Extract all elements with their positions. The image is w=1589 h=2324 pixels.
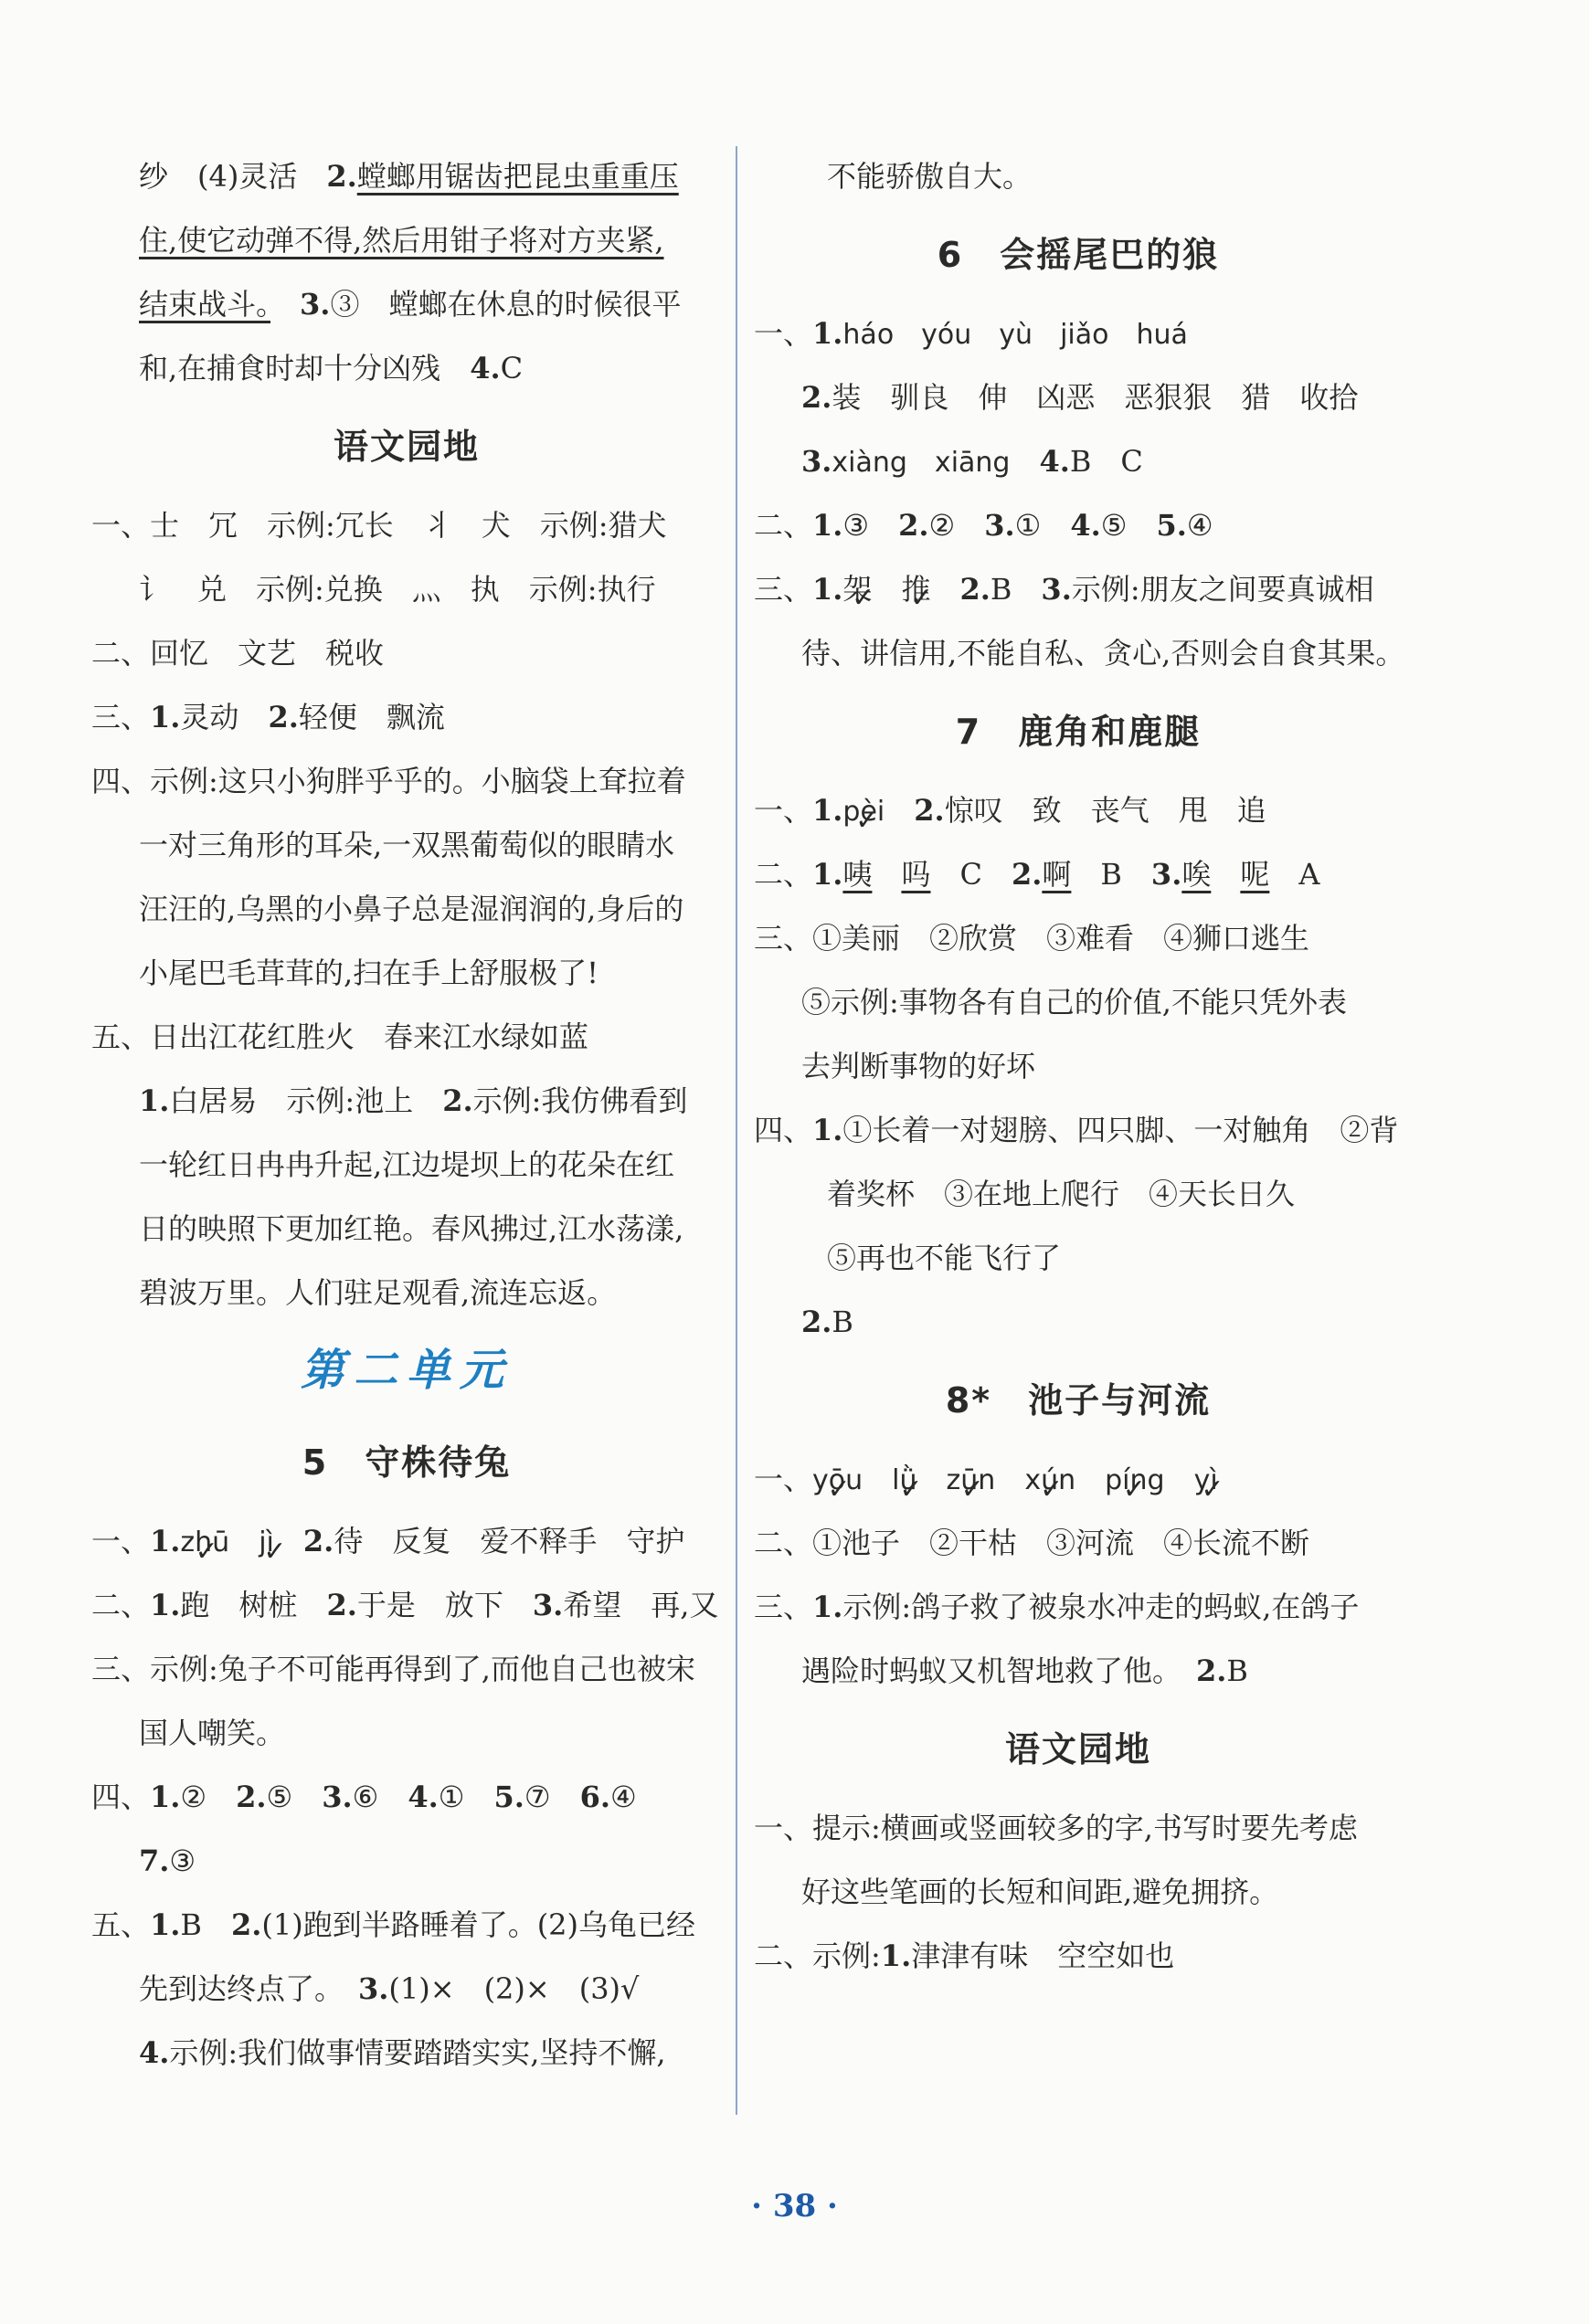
answer-text: 3. [801,444,832,479]
answer-text: 四、 [754,1113,813,1147]
answer-line [91,1509,722,1573]
answer-text: 轻便 飘流 [298,700,445,734]
answer-line [91,1005,722,1069]
answer-text: 国人嘲笑。 [139,1716,286,1750]
answer-text: 3. [358,1971,389,2006]
answer-text: xiàng xiāng [832,447,1011,479]
answer-text: 3. [1041,572,1072,607]
checked-answer: lǜ ✓ [892,1449,916,1513]
answer-line [754,842,1403,906]
answer-text: 装 驯良 伸 凶恶 恶狠狠 猎 收拾 [832,380,1359,415]
answer-text: 1. [812,1590,843,1624]
answer-text: 2. [1196,1653,1227,1688]
answer-line [754,621,1403,685]
answer-text: ⑤示例:事物各有自己的价值,不能只凭外表 [801,985,1347,1019]
answer-text: ④ [609,1780,637,1814]
answer-text: 汪汪的,乌黑的小鼻子总是湿润润的,身后的 [139,892,684,926]
answer-text: 小尾巴毛茸茸的,扫在手上舒服极了! [139,956,599,990]
answer-line [754,1511,1403,1575]
answer-line [91,1829,722,1893]
answer-text: 二、①池子 ②干枯 ③河流 ④长流不断 [754,1526,1310,1560]
answer-text: 一、士 冗 示例:冗长 丬 犬 示例:猎犬 [91,508,667,543]
answer-text: C [500,351,524,386]
answer-line [754,1447,1403,1511]
answer-text: 示例:鸽子救了被泉水冲走的蚂蚁,在鸽子 [842,1590,1360,1624]
answer-text: 三、 [91,700,151,734]
answer-text: 三、①美丽 ②欣赏 ③难看 ④狮口逃生 [754,921,1310,956]
answer-text: 待 反复 爱不释手 守护 [334,1524,685,1558]
answer-text: 日的映照下更加红艳。春风拂过,江水荡漾, [139,1211,684,1246]
answer-text: 先到达终点了。 [139,1971,359,2006]
answer-line [91,272,722,336]
answer-text: 吗 [901,857,931,892]
section-title: 8* 池子与河流 [945,1380,1212,1421]
answer-text: B [180,1907,231,1942]
answer-text: 6. [579,1780,610,1814]
section-title: 6 会摇尾巴的狼 [937,235,1220,275]
answer-text: 一、 [754,793,813,828]
answer-text: 螳螂用锯齿把昆虫重重压 [356,159,679,194]
answer-text: 遇险时蚂蚁又机智地救了他。 [801,1653,1197,1688]
answer-text: ① [438,1780,494,1814]
section-title: 语文园地 [333,427,480,467]
answer-line [754,1162,1403,1226]
answer-line [754,1226,1403,1290]
answer-text [872,572,901,607]
answer-text [1165,1462,1194,1496]
page-number: · 38 · [751,2188,838,2224]
answer-text: 碧波万里。人们驻足观看,流连忘返。 [139,1275,617,1310]
answer-text [1075,1462,1105,1496]
answer-text: 三、 [754,1590,813,1624]
answer-text: ③ [842,508,899,543]
answer-text: 好这些笔画的长短和间距,避免拥挤。 [801,1875,1279,1909]
answer-text: ② [928,508,985,543]
answer-text: 4. [408,1780,439,1814]
answer-text: B [1071,857,1151,892]
answer-text: 4. [1039,444,1070,479]
answer-text [930,572,959,607]
answer-line [91,1765,722,1829]
answer-line [91,1957,722,2021]
answer-text: 去判断事物的好坏 [801,1049,1036,1083]
section-title: 语文园地 [1004,1729,1151,1769]
answer-line [754,1639,1403,1703]
answer-text: 示例:我仿佛看到 [472,1083,688,1118]
answer-text: ⑦ [524,1780,580,1814]
answer-line [91,749,722,813]
answer-text: 五、 [91,1907,151,1942]
answer-line [91,813,722,877]
answer-text: B [990,572,1042,607]
answer-line [754,1034,1403,1098]
answer-text: 2. [236,1780,267,1814]
answer-text [270,287,300,322]
answer-text: 三、示例:兔子不可能再得到了,而他自己也被宋 [91,1652,695,1686]
answer-text: 2. [801,380,832,415]
answer-text: ③ [169,1843,196,1878]
section-title: 7 鹿角和鹿腿 [955,712,1202,752]
left-column [91,144,722,2085]
answer-text: 2. [801,1305,832,1339]
answer-text: 讠 兑 示例:兑换 灬 执 示例:执行 [139,572,656,607]
answer-line [91,144,722,208]
answer-text: 2. [230,1907,262,1942]
answer-line [754,1098,1403,1162]
checked-answer: yōu ✓ [812,1449,863,1513]
answer-line [91,1197,722,1261]
answer-text: 一、 [754,316,813,351]
answer-text: 惊叹 致 丧气 甩 追 [944,793,1266,828]
answer-text: 3. [322,1780,353,1814]
answer-line [91,1261,722,1325]
checked-answer: píng ✓ [1105,1449,1164,1513]
answer-line [754,1290,1403,1354]
answer-text: ④ [1186,508,1213,543]
answer-text [1211,857,1240,892]
answer-text: 2. [326,159,357,194]
answer-text: 白居易 示例:池上 [169,1083,443,1118]
answer-line [91,1701,722,1765]
answer-line [754,365,1403,429]
answer-line [91,493,722,557]
answer-text: 于是 放下 [356,1588,533,1622]
answer-line [754,144,1403,208]
answer-text [863,1462,892,1496]
answer-text: 呢 [1240,857,1270,892]
checked-answer: pèi ✓ [842,780,885,844]
section-title: 5 守株待兔 [302,1442,512,1483]
answer-line [91,1637,722,1701]
answer-text: 1. [812,793,843,828]
answer-text: 1. [880,1938,912,1973]
answer-line [754,1860,1403,1924]
answer-text: 2. [302,1524,334,1558]
answer-text: 二、 [754,857,813,892]
answer-text: 1. [150,700,181,734]
answer-text [229,1524,259,1558]
answer-text: 三、 [754,572,813,607]
answer-text: 5. [493,1780,524,1814]
answer-line [754,301,1403,365]
answer-line [91,557,722,621]
answer-text: ① [1014,508,1071,543]
checked-answer: 推 ✓ [901,557,930,621]
answer-text: ⑤ [266,1780,323,1814]
answer-line [91,621,722,685]
answer-text: 1. [812,508,843,543]
answer-line [754,1796,1403,1860]
answer-text: 4. [1070,508,1101,543]
answer-text: B C [1069,444,1143,479]
answer-line [91,877,722,941]
answer-text: 待、讲信用,不能自私、贪心,否则会自食其果。 [801,636,1405,671]
answer-text: (1)跑到半路睡着了。(2)乌龟已经 [261,1907,696,1942]
checked-answer: 架 ✓ [842,557,872,621]
answer-text: 1. [812,316,843,351]
answer-text: 一、 [91,1524,151,1558]
answer-text: 1. [812,572,843,607]
answer-line [91,1133,722,1197]
answer-line [91,208,722,272]
answer-text: 1. [150,1588,181,1622]
answer-text: 3. [984,508,1015,543]
answer-text: 3. [1150,857,1182,892]
answer-text: 1. [150,1780,181,1814]
answer-text: ⑥ [352,1780,408,1814]
answer-text: 二、回忆 文艺 税收 [91,636,385,671]
answer-text: 住,使它动弹不得,然后用钳子将对方夹紧, [139,223,664,258]
checked-answer: yì ✓ [1194,1449,1218,1513]
right-column [754,144,1403,1988]
answer-text [885,793,914,828]
answer-text: 着奖杯 ③在地上爬行 ④天长日久 [827,1177,1296,1211]
answer-text: 2. [442,1083,473,1118]
answer-text: 2. [326,1588,357,1622]
answer-text: 2. [914,793,945,828]
answer-text: 1. [150,1907,181,1942]
answer-text: 1. [150,1524,181,1558]
answer-text: 希望 再,又 [563,1588,719,1622]
answer-text: 7. [139,1843,170,1878]
answer-text [872,857,901,892]
answer-text: 二、 [754,508,813,543]
answer-text: 纱 (4)灵活 [139,159,327,194]
answer-text: B [832,1305,853,1339]
checked-answer: zūn ✓ [947,1449,996,1513]
answer-line [754,1575,1403,1639]
answer-text: 结束战斗。 [139,287,271,322]
answer-line [754,493,1403,557]
answer-text [1010,444,1039,479]
answer-text: 1. [139,1083,170,1118]
answer-text: A [1269,857,1320,892]
answer-text: 跑 树桩 [180,1588,327,1622]
answer-text: 3. [300,287,331,322]
answer-text: 2. [898,508,929,543]
answer-text: háo yóu yù jiǎo huá [842,319,1188,351]
answer-text: 一、 [754,1462,813,1496]
answer-line [91,1893,722,1957]
answer-text: 一对三角形的耳朵,一双黑葡萄似的眼睛水 [139,828,675,862]
answer-text: 四、示例:这只小狗胖乎乎的。小脑袋上耷拉着 [91,764,686,798]
answer-line [91,1573,722,1637]
answer-line [754,970,1403,1034]
answer-text [995,1462,1024,1496]
answer-text: ③ 螳螂在休息的时候很平 [330,287,682,322]
answer-text: 二、示例: [754,1938,881,1973]
answer-text: B [1226,1653,1248,1688]
answer-text: 唉 [1181,857,1212,892]
answer-line [754,778,1403,842]
checked-answer: jì ✓ [259,1511,274,1575]
checked-answer: zhū ✓ [180,1511,229,1575]
checked-answer: xún ✓ [1024,1449,1075,1513]
answer-line [754,1924,1403,1988]
answer-text: C [930,857,1012,892]
answer-text: 五、日出江花红胜火 春来江水绿如蓝 [91,1019,589,1054]
answer-text: 4. [470,351,501,386]
answer-text: ⑤ [1100,508,1157,543]
answer-text: 一、提示:横画或竖画较多的字,书写时要先考虑 [754,1811,1358,1845]
answer-text: 津津有味 空空如也 [911,1938,1175,1973]
answer-text: ①长着一对翅膀、四只脚、一对触角 ②背 [842,1113,1399,1147]
answer-text: 1. [812,1113,843,1147]
answer-text: 5. [1156,508,1187,543]
answer-line [91,2021,722,2085]
answer-text: (1)× (2)× (3)√ [388,1971,640,2006]
answer-text: 一轮红日冉冉升起,江边堤坝上的花朵在红 [139,1147,675,1182]
answer-text: 1. [812,857,843,892]
answer-text: 和,在捕食时却十分凶残 [139,351,471,386]
answer-text: 2. [1011,857,1043,892]
answer-text: 2. [268,700,299,734]
answer-text: 二、 [91,1588,151,1622]
answer-text: 示例:朋友之间要真诚相 [1071,572,1374,607]
answer-text: 示例:我们做事情要踏踏实实,坚持不懈, [169,2035,666,2070]
answer-line [91,336,722,400]
answer-text: 啊 [1042,857,1072,892]
answer-text: 四、 [91,1780,151,1814]
answer-line [91,685,722,749]
answer-line [754,557,1403,621]
answer-text: 灵动 [180,700,269,734]
answer-line [91,941,722,1005]
answer-line [754,906,1403,970]
answer-text: ② [180,1780,237,1814]
answer-text: 咦 [842,857,873,892]
answer-line [754,429,1403,493]
answer-text: 不能骄傲自大。 [827,159,1033,194]
unit-title: 第二单元 [300,1345,513,1396]
column-divider [736,146,737,2115]
answer-text: ⑤再也不能飞行了 [827,1241,1062,1275]
answer-text: 2. [959,572,990,607]
answer-line [91,1069,722,1133]
answer-text: 3. [532,1588,564,1622]
answer-text: 4. [139,2035,170,2070]
